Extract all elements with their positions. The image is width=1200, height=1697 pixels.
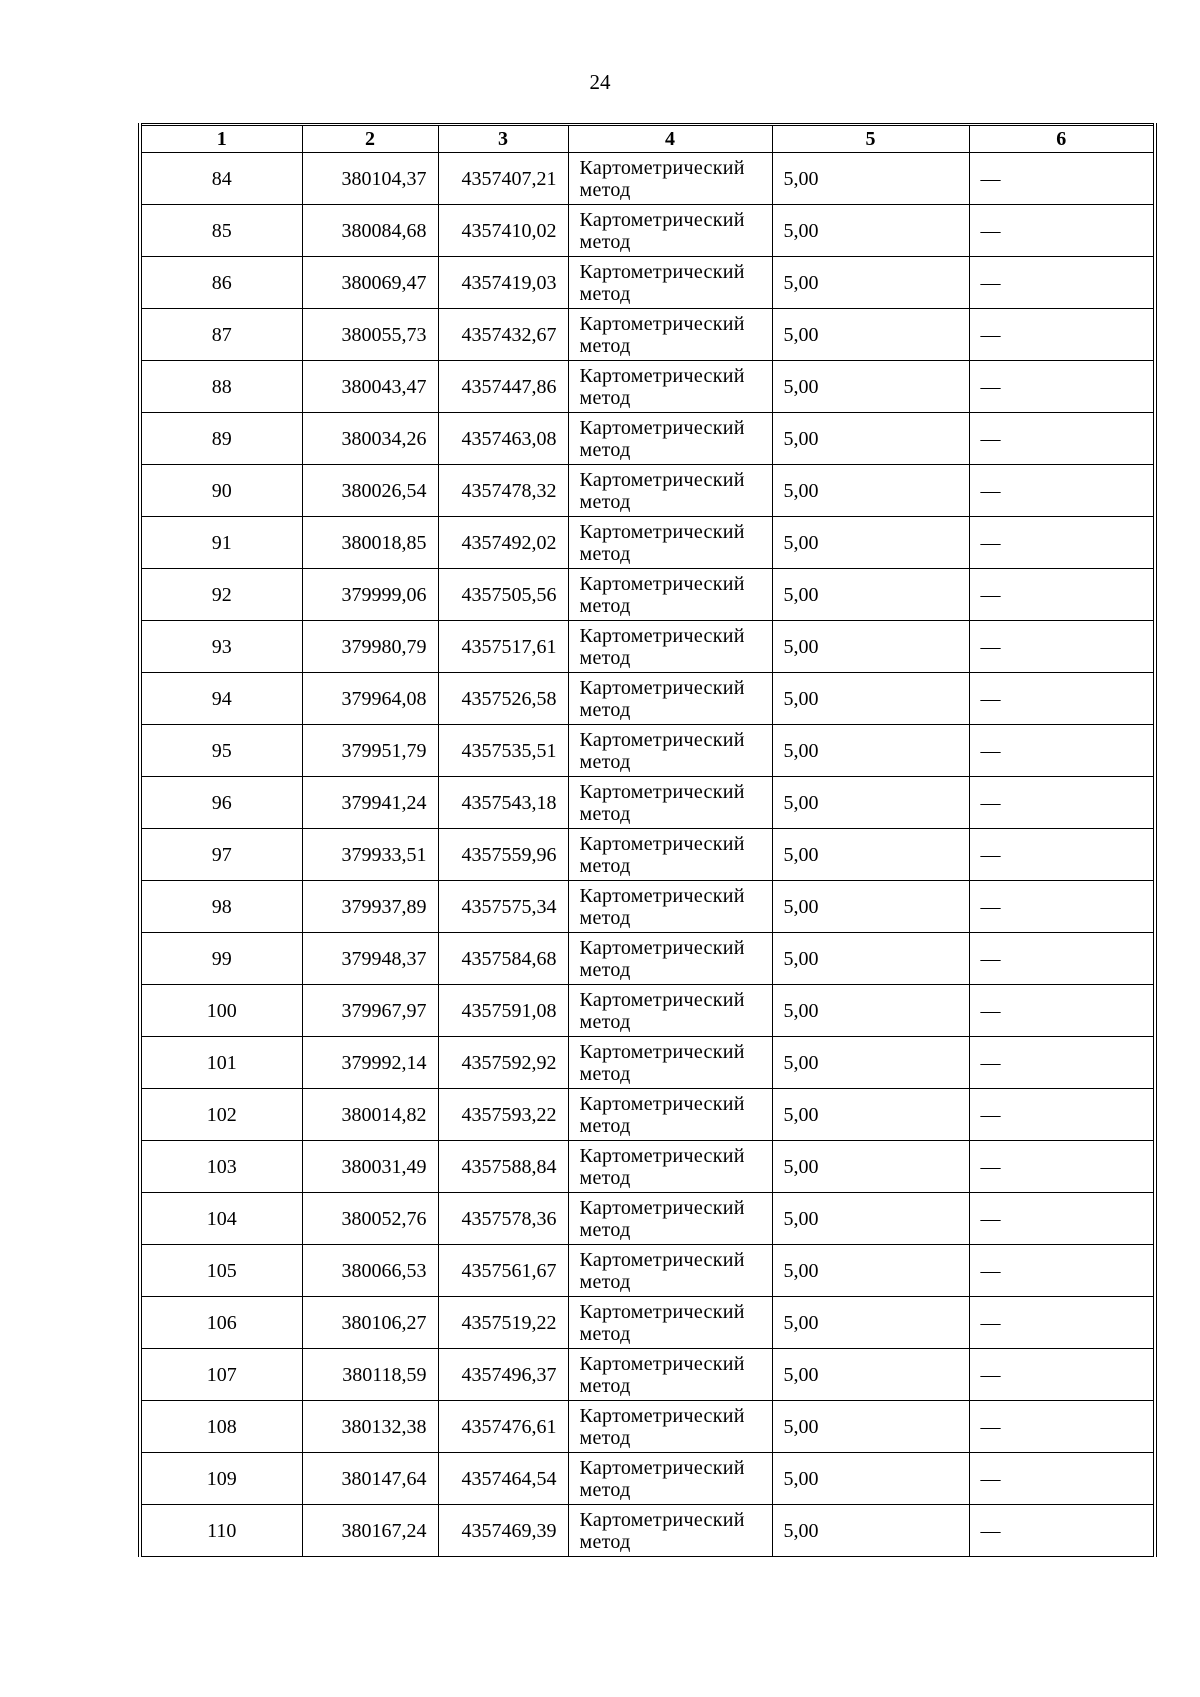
point-number-cell: 107 [140, 1349, 302, 1401]
note-cell: — [969, 153, 1155, 205]
table-row [140, 725, 1155, 777]
coordinate-x-cell: 380031,49 [302, 1141, 438, 1193]
coordinate-x-cell: 379992,14 [302, 1037, 438, 1089]
point-number-cell: 101 [140, 1037, 302, 1089]
note-cell: — [969, 1453, 1155, 1505]
point-number-cell: 97 [140, 829, 302, 881]
table-row [140, 985, 1155, 1037]
table-row [140, 1505, 1155, 1557]
table-row [140, 1141, 1155, 1193]
coordinate-x-cell: 380066,53 [302, 1245, 438, 1297]
coordinate-x-cell: 379967,97 [302, 985, 438, 1037]
coordinate-x-cell: 380018,85 [302, 517, 438, 569]
note-cell: — [969, 517, 1155, 569]
coordinate-y-cell: 4357588,84 [438, 1141, 568, 1193]
table-row [140, 153, 1155, 205]
point-number-cell: 103 [140, 1141, 302, 1193]
table-row [140, 1245, 1155, 1297]
method-cell: Картометрический метод [568, 205, 772, 257]
table-row [140, 361, 1155, 413]
coordinate-x-cell: 380147,64 [302, 1453, 438, 1505]
coordinate-x-cell: 380104,37 [302, 153, 438, 205]
point-number-cell: 109 [140, 1453, 302, 1505]
accuracy-cell: 5,00 [772, 1349, 969, 1401]
coordinate-x-cell: 380118,59 [302, 1349, 438, 1401]
table-header-row [140, 125, 1155, 153]
coordinate-y-cell: 4357407,21 [438, 153, 568, 205]
coordinate-y-cell: 4357517,61 [438, 621, 568, 673]
method-cell: Картометрический метод [568, 829, 772, 881]
point-number-cell: 91 [140, 517, 302, 569]
table-body [140, 153, 1155, 1557]
method-cell: Картометрический метод [568, 1089, 772, 1141]
coordinate-y-cell: 4357476,61 [438, 1401, 568, 1453]
table-row [140, 777, 1155, 829]
accuracy-cell: 5,00 [772, 205, 969, 257]
method-cell: Картометрический метод [568, 361, 772, 413]
accuracy-cell: 5,00 [772, 465, 969, 517]
coordinate-x-cell: 379980,79 [302, 621, 438, 673]
note-cell: — [969, 1089, 1155, 1141]
coordinate-x-cell: 380052,76 [302, 1193, 438, 1245]
accuracy-cell: 5,00 [772, 1193, 969, 1245]
coordinate-y-cell: 4357410,02 [438, 205, 568, 257]
note-cell: — [969, 1037, 1155, 1089]
method-cell: Картометрический метод [568, 777, 772, 829]
coordinate-y-cell: 4357559,96 [438, 829, 568, 881]
accuracy-cell: 5,00 [772, 1505, 969, 1557]
table-row [140, 1037, 1155, 1089]
coordinate-x-cell: 379964,08 [302, 673, 438, 725]
point-number-cell: 85 [140, 205, 302, 257]
point-number-cell: 108 [140, 1401, 302, 1453]
accuracy-cell: 5,00 [772, 1141, 969, 1193]
coordinate-y-cell: 4357505,56 [438, 569, 568, 621]
coordinate-y-cell: 4357447,86 [438, 361, 568, 413]
coordinate-y-cell: 4357492,02 [438, 517, 568, 569]
coordinate-x-cell: 380069,47 [302, 257, 438, 309]
method-cell: Картометрический метод [568, 1505, 772, 1557]
coordinate-y-cell: 4357469,39 [438, 1505, 568, 1557]
method-cell: Картометрический метод [568, 881, 772, 933]
table-row [140, 569, 1155, 621]
coordinate-y-cell: 4357419,03 [438, 257, 568, 309]
accuracy-cell: 5,00 [772, 569, 969, 621]
point-number-cell: 104 [140, 1193, 302, 1245]
point-number-cell: 84 [140, 153, 302, 205]
note-cell: — [969, 413, 1155, 465]
coordinate-y-cell: 4357478,32 [438, 465, 568, 517]
column-header: 5 [772, 125, 969, 153]
coordinate-y-cell: 4357575,34 [438, 881, 568, 933]
table-row [140, 621, 1155, 673]
coordinate-x-cell: 379933,51 [302, 829, 438, 881]
coordinate-x-cell: 380043,47 [302, 361, 438, 413]
accuracy-cell: 5,00 [772, 933, 969, 985]
note-cell: — [969, 1349, 1155, 1401]
note-cell: — [969, 777, 1155, 829]
accuracy-cell: 5,00 [772, 881, 969, 933]
point-number-cell: 100 [140, 985, 302, 1037]
point-number-cell: 93 [140, 621, 302, 673]
method-cell: Картометрический метод [568, 1297, 772, 1349]
point-number-cell: 95 [140, 725, 302, 777]
coordinate-y-cell: 4357578,36 [438, 1193, 568, 1245]
accuracy-cell: 5,00 [772, 1089, 969, 1141]
coordinate-x-cell: 379999,06 [302, 569, 438, 621]
table-row [140, 517, 1155, 569]
note-cell: — [969, 257, 1155, 309]
table-row [140, 1349, 1155, 1401]
note-cell: — [969, 569, 1155, 621]
point-number-cell: 86 [140, 257, 302, 309]
method-cell: Картометрический метод [568, 1141, 772, 1193]
table-row [140, 673, 1155, 725]
table-row [140, 205, 1155, 257]
note-cell: — [969, 933, 1155, 985]
note-cell: — [969, 621, 1155, 673]
note-cell: — [969, 309, 1155, 361]
table-row [140, 257, 1155, 309]
method-cell: Картометрический метод [568, 725, 772, 777]
coordinate-x-cell: 379948,37 [302, 933, 438, 985]
table-row [140, 829, 1155, 881]
accuracy-cell: 5,00 [772, 1245, 969, 1297]
point-number-cell: 105 [140, 1245, 302, 1297]
note-cell: — [969, 673, 1155, 725]
table-row [140, 1297, 1155, 1349]
method-cell: Картометрический метод [568, 1453, 772, 1505]
accuracy-cell: 5,00 [772, 153, 969, 205]
accuracy-cell: 5,00 [772, 985, 969, 1037]
note-cell: — [969, 881, 1155, 933]
coordinate-x-cell: 379951,79 [302, 725, 438, 777]
point-number-cell: 89 [140, 413, 302, 465]
coordinate-y-cell: 4357591,08 [438, 985, 568, 1037]
table-row [140, 465, 1155, 517]
note-cell: — [969, 985, 1155, 1037]
column-header: 6 [969, 125, 1155, 153]
coordinate-y-cell: 4357496,37 [438, 1349, 568, 1401]
accuracy-cell: 5,00 [772, 725, 969, 777]
note-cell: — [969, 1505, 1155, 1557]
accuracy-cell: 5,00 [772, 777, 969, 829]
point-number-cell: 102 [140, 1089, 302, 1141]
accuracy-cell: 5,00 [772, 413, 969, 465]
accuracy-cell: 5,00 [772, 673, 969, 725]
note-cell: — [969, 725, 1155, 777]
coordinate-x-cell: 380055,73 [302, 309, 438, 361]
method-cell: Картометрический метод [568, 153, 772, 205]
coordinate-y-cell: 4357464,54 [438, 1453, 568, 1505]
table-row [140, 1453, 1155, 1505]
method-cell: Картометрический метод [568, 517, 772, 569]
coordinate-y-cell: 4357519,22 [438, 1297, 568, 1349]
accuracy-cell: 5,00 [772, 1401, 969, 1453]
note-cell: — [969, 1141, 1155, 1193]
note-cell: — [969, 1193, 1155, 1245]
method-cell: Картометрический метод [568, 1401, 772, 1453]
method-cell: Картометрический метод [568, 621, 772, 673]
table-row [140, 933, 1155, 985]
column-header: 1 [140, 125, 302, 153]
accuracy-cell: 5,00 [772, 517, 969, 569]
table-row [140, 1401, 1155, 1453]
method-cell: Картометрический метод [568, 1349, 772, 1401]
table-row [140, 413, 1155, 465]
coordinate-x-cell: 379937,89 [302, 881, 438, 933]
coordinate-x-cell: 379941,24 [302, 777, 438, 829]
note-cell: — [969, 1297, 1155, 1349]
note-cell: — [969, 1401, 1155, 1453]
method-cell: Картометрический метод [568, 673, 772, 725]
column-header: 2 [302, 125, 438, 153]
point-number-cell: 98 [140, 881, 302, 933]
note-cell: — [969, 205, 1155, 257]
accuracy-cell: 5,00 [772, 1297, 969, 1349]
note-cell: — [969, 1245, 1155, 1297]
method-cell: Картометрический метод [568, 465, 772, 517]
coordinate-y-cell: 4357535,51 [438, 725, 568, 777]
method-cell: Картометрический метод [568, 1245, 772, 1297]
coordinate-x-cell: 380034,26 [302, 413, 438, 465]
point-number-cell: 92 [140, 569, 302, 621]
table-row [140, 881, 1155, 933]
coordinate-y-cell: 4357592,92 [438, 1037, 568, 1089]
coordinate-x-cell: 380014,82 [302, 1089, 438, 1141]
coordinate-y-cell: 4357432,67 [438, 309, 568, 361]
coordinates-table [138, 123, 1157, 1557]
point-number-cell: 106 [140, 1297, 302, 1349]
coordinate-y-cell: 4357463,08 [438, 413, 568, 465]
column-header: 4 [568, 125, 772, 153]
coordinate-x-cell: 380167,24 [302, 1505, 438, 1557]
accuracy-cell: 5,00 [772, 361, 969, 413]
point-number-cell: 110 [140, 1505, 302, 1557]
coordinate-x-cell: 380106,27 [302, 1297, 438, 1349]
table-row [140, 1089, 1155, 1141]
page-number: 24 [589, 70, 611, 94]
method-cell: Картометрический метод [568, 1037, 772, 1089]
point-number-cell: 96 [140, 777, 302, 829]
method-cell: Картометрический метод [568, 933, 772, 985]
method-cell: Картометрический метод [568, 309, 772, 361]
coordinate-x-cell: 380132,38 [302, 1401, 438, 1453]
accuracy-cell: 5,00 [772, 1037, 969, 1089]
method-cell: Картометрический метод [568, 413, 772, 465]
coordinate-y-cell: 4357543,18 [438, 777, 568, 829]
accuracy-cell: 5,00 [772, 829, 969, 881]
table-row [140, 309, 1155, 361]
table-row [140, 1193, 1155, 1245]
coordinate-y-cell: 4357593,22 [438, 1089, 568, 1141]
point-number-cell: 90 [140, 465, 302, 517]
point-number-cell: 88 [140, 361, 302, 413]
accuracy-cell: 5,00 [772, 1453, 969, 1505]
method-cell: Картометрический метод [568, 1193, 772, 1245]
point-number-cell: 99 [140, 933, 302, 985]
column-header: 3 [438, 125, 568, 153]
coordinate-y-cell: 4357584,68 [438, 933, 568, 985]
coordinate-y-cell: 4357526,58 [438, 673, 568, 725]
method-cell: Картометрический метод [568, 257, 772, 309]
coordinate-y-cell: 4357561,67 [438, 1245, 568, 1297]
coordinate-x-cell: 380084,68 [302, 205, 438, 257]
accuracy-cell: 5,00 [772, 309, 969, 361]
method-cell: Картометрический метод [568, 569, 772, 621]
note-cell: — [969, 829, 1155, 881]
accuracy-cell: 5,00 [772, 257, 969, 309]
note-cell: — [969, 361, 1155, 413]
accuracy-cell: 5,00 [772, 621, 969, 673]
coordinate-x-cell: 380026,54 [302, 465, 438, 517]
note-cell: — [969, 465, 1155, 517]
method-cell: Картометрический метод [568, 985, 772, 1037]
point-number-cell: 94 [140, 673, 302, 725]
point-number-cell: 87 [140, 309, 302, 361]
